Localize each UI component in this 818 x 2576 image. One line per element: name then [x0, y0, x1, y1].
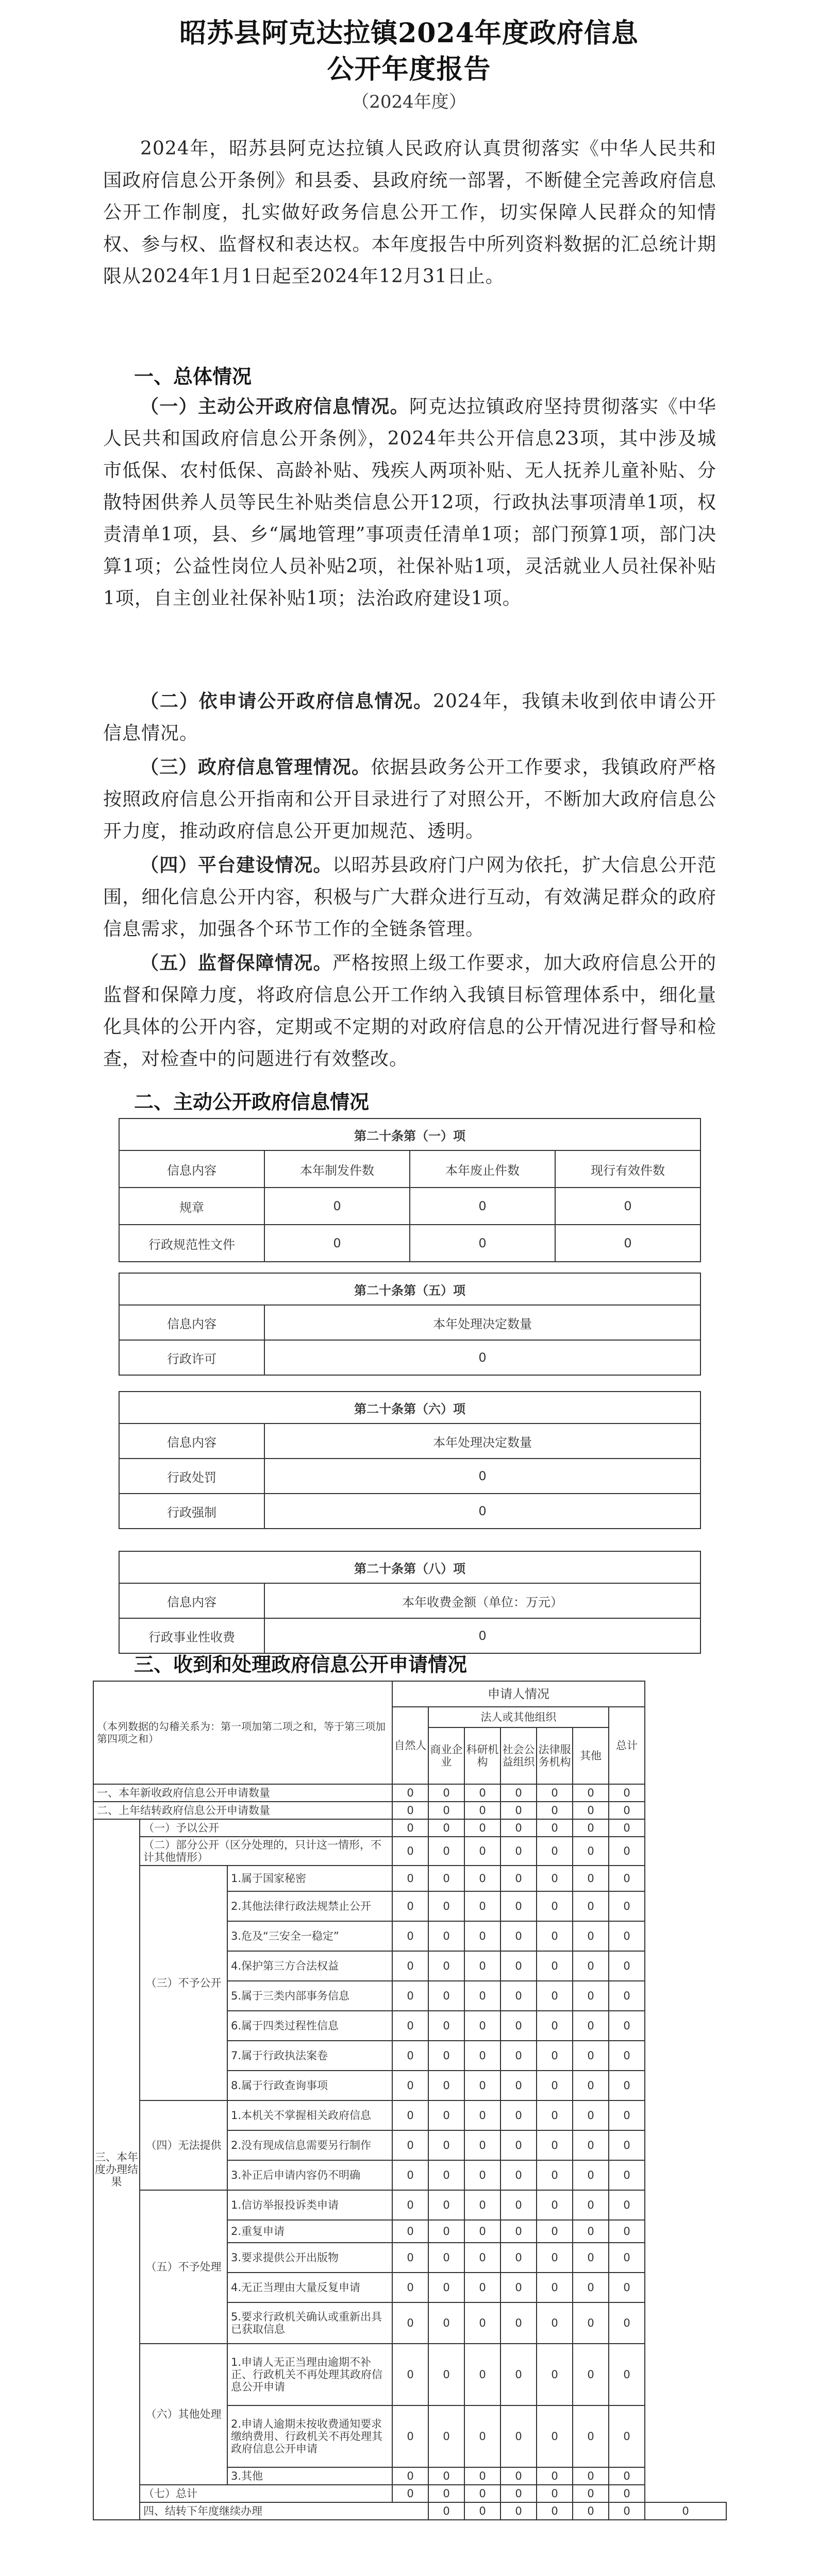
count-cell: 0 [392, 1981, 428, 2011]
group-label: （三）不予公开 [140, 1866, 227, 2100]
row-label: 4.保护第三方合法权益 [227, 1951, 392, 1981]
count-cell: 0 [428, 1837, 464, 1866]
table-row [93, 1866, 726, 1891]
col-header: 信息内容 [119, 1583, 264, 1618]
count-cell: 0 [464, 1951, 500, 1981]
col-header: 其他 [573, 1727, 609, 1784]
group-label: （四）无法提供 [140, 2100, 227, 2190]
count-cell: 0 [609, 1921, 645, 1951]
count-cell: 0 [573, 1819, 609, 1837]
count-cell: 0 [609, 2011, 645, 2041]
count-cell: 0 [609, 2100, 645, 2130]
col-header: 科研机构 [464, 1727, 500, 1784]
row-label: 7.属于行政执法案卷 [227, 2041, 392, 2071]
count-cell: 0 [392, 2344, 428, 2405]
table-art20-item6 [119, 1391, 701, 1529]
count-cell: 0 [500, 1784, 537, 1802]
count-cell: 0 [392, 1837, 428, 1866]
count-cell: 0 [573, 1921, 609, 1951]
row-label: 2.重复申请 [227, 2220, 392, 2243]
applicant-header: 申请人情况 [392, 1681, 645, 1707]
count-cell: 0 [428, 1891, 464, 1921]
count-cell: 0 [464, 2485, 500, 2502]
count-cell: 0 [645, 2502, 726, 2520]
count-cell: 0 [428, 2302, 464, 2344]
count-cell: 0 [573, 2485, 609, 2502]
count-cell: 0 [500, 2502, 537, 2520]
count-cell: 0 [537, 2344, 573, 2405]
count-cell: 0 [464, 2041, 500, 2071]
count-cell: 0 [392, 2011, 428, 2041]
cell: 0 [410, 1225, 555, 1262]
sec1-p5-lead: （五）监督保障情况。 [140, 952, 332, 974]
col-header: 本年处理决定数量 [264, 1423, 700, 1459]
count-cell: 0 [573, 2011, 609, 2041]
count-cell: 0 [464, 2273, 500, 2302]
table-row [93, 2190, 726, 2220]
row-label: 1.属于国家秘密 [227, 1866, 392, 1891]
section2-heading: 二、主动公开政府信息情况 [134, 1090, 370, 1113]
count-cell: 0 [392, 2041, 428, 2071]
row-label: 3.补正后申请内容仍不明确 [227, 2160, 392, 2190]
row-label: 1.本机关不掌握相关政府信息 [227, 2100, 392, 2130]
count-cell: 0 [428, 2190, 464, 2220]
col-header: 本年废止件数 [410, 1150, 555, 1188]
col-header: 本年收费金额（单位：万元） [264, 1583, 700, 1618]
count-cell: 0 [500, 1921, 537, 1951]
row-label: 3.要求提供公开出版物 [227, 2243, 392, 2273]
count-cell: 0 [428, 2220, 464, 2243]
count-cell: 0 [464, 2467, 500, 2485]
count-cell: 0 [573, 1981, 609, 2011]
count-cell: 0 [428, 2100, 464, 2130]
count-cell: 0 [464, 2344, 500, 2405]
cell: 0 [264, 1459, 700, 1494]
count-cell: 0 [392, 1891, 428, 1921]
count-cell: 0 [537, 2220, 573, 2243]
count-cell: 0 [428, 2243, 464, 2273]
count-cell: 0 [428, 2071, 464, 2100]
table-row [93, 1837, 726, 1866]
count-cell: 0 [609, 1891, 645, 1921]
count-cell: 0 [500, 1981, 537, 2011]
col-header: 商业企业 [428, 1727, 464, 1784]
count-cell: 0 [573, 2041, 609, 2071]
count-cell: 0 [573, 2467, 609, 2485]
count-cell: 0 [428, 1802, 464, 1819]
sec1-para-4 [103, 849, 716, 945]
sec1-para-5 [103, 947, 716, 1075]
cell: 行政许可 [119, 1340, 264, 1375]
table-art20-item1 [119, 1118, 701, 1262]
count-cell: 0 [428, 1819, 464, 1837]
count-cell: 0 [428, 1981, 464, 2011]
count-cell: 0 [500, 1951, 537, 1981]
count-cell: 0 [500, 1802, 537, 1819]
intro-paragraph: 2024年，昭苏县阿克达拉镇人民政府认真贯彻落实《中华人民共和国政府信息公开条例》和县委、县政府统一部署，不断健全完善政府信息公开工作制度，扎实做好政务信息公开工作，切实保障人民群众的知情权、参与权、监督权和表达权。本年度报告中所列资料数据的汇总统计期限从2024年1月1日起至2024年12月31日止。 [103, 138, 716, 287]
count-cell: 0 [500, 2405, 537, 2467]
count-cell: 0 [573, 2405, 609, 2467]
col-header: 社会公益组织 [500, 1727, 537, 1784]
report-year-subtitle: （2024年度） [352, 92, 466, 112]
count-cell: 0 [428, 2405, 464, 2467]
sec1-p2-lead: （二）依申请公开政府信息情况。 [140, 690, 433, 712]
count-cell: 0 [464, 2220, 500, 2243]
count-cell: 0 [573, 2220, 609, 2243]
count-cell: 0 [500, 1891, 537, 1921]
row-label: 1.申请人无正当理由逾期不补正、行政机关不再处理其政府信息公开申请 [227, 2344, 392, 2405]
count-cell: 0 [464, 1819, 500, 1837]
sec1-p1-body: 阿克达拉镇政府坚持贯彻落实《中华人民共和国政府信息公开条例》，2024年共公开信息23项，其中涉及城市低保、农村低保、高龄补贴、残疾人两项补贴、无人抚养儿童补贴、分散特困供养人员等民生补贴类信息公开12项，行政执法事项清单1项，权责清单1项，县、乡“属地管理”事项责任清单1项；部门预算1项，部门决算1项；公益性岗位人员补贴2项，社保补贴1项，灵活就业人员社保补贴1项，自主创业社保补贴1项；法治政府建设1项。 [103, 396, 716, 609]
count-cell: 0 [609, 2273, 645, 2302]
count-cell: 0 [500, 2344, 537, 2405]
count-cell: 0 [573, 2502, 609, 2520]
count-cell: 0 [464, 2190, 500, 2220]
report-title-line2: 公开年度报告 [327, 54, 491, 85]
legal-group-header: 法人或其他组织 [428, 1707, 609, 1727]
count-cell: 0 [573, 1784, 609, 1802]
count-cell: 0 [537, 1981, 573, 2011]
count-cell: 0 [428, 2485, 464, 2502]
count-cell: 0 [573, 1891, 609, 1921]
table-title: 第二十条第（六）项 [119, 1392, 700, 1423]
row-label: 3.危及“三安全一稳定” [227, 1921, 392, 1951]
row-label: 2.没有现成信息需要另行制作 [227, 2130, 392, 2160]
count-cell: 0 [464, 2071, 500, 2100]
count-cell: 0 [500, 1837, 537, 1866]
count-cell: 0 [609, 1866, 645, 1891]
count-cell: 0 [609, 2071, 645, 2100]
table-row [93, 2502, 726, 2520]
report-title-line1: 昭苏县阿克达拉镇2024年度政府信息 [179, 18, 639, 49]
count-cell: 0 [573, 2160, 609, 2190]
count-cell: 0 [609, 1837, 645, 1866]
count-cell: 0 [537, 1819, 573, 1837]
row-label: 4.无正当理由大量反复申请 [227, 2273, 392, 2302]
sec1-para-2 [103, 685, 716, 750]
sec1-p3-lead: （三）政府信息管理情况。 [140, 756, 371, 778]
count-cell: 0 [464, 2100, 500, 2130]
table-row [119, 1494, 700, 1529]
row-label: 2.其他法律行政法规禁止公开 [227, 1891, 392, 1921]
count-cell: 0 [428, 2502, 464, 2520]
count-cell: 0 [392, 2243, 428, 2273]
count-cell: 0 [428, 2011, 464, 2041]
count-cell: 0 [464, 2011, 500, 2041]
row-label: 6.属于四类过程性信息 [227, 2011, 392, 2041]
count-cell: 0 [573, 2243, 609, 2273]
count-cell: 0 [392, 1951, 428, 1981]
table-row [119, 1618, 700, 1653]
count-cell: 0 [392, 2220, 428, 2243]
count-cell: 0 [537, 2273, 573, 2302]
count-cell: 0 [464, 2130, 500, 2160]
row-label: 8.属于行政查询事项 [227, 2071, 392, 2100]
count-cell: 0 [537, 1866, 573, 1891]
count-cell: 0 [609, 2190, 645, 2220]
row-label: 5.属于三类内部事务信息 [227, 1981, 392, 2011]
cell: 0 [264, 1618, 700, 1653]
count-cell: 0 [464, 2405, 500, 2467]
sec1-para-1 [103, 391, 716, 615]
table-row [93, 2100, 726, 2130]
count-cell: 0 [609, 2160, 645, 2190]
count-cell: 0 [392, 2405, 428, 2467]
count-cell: 0 [609, 2243, 645, 2273]
count-cell: 0 [464, 1784, 500, 1802]
count-cell: 0 [537, 2190, 573, 2220]
count-cell: 0 [464, 2243, 500, 2273]
section3-heading: 三、收到和处理政府信息公开申请情况 [134, 1653, 468, 1676]
row-label: 1.信访举报投诉类申请 [227, 2190, 392, 2220]
col-header: 本年处理决定数量 [264, 1305, 700, 1340]
count-cell: 0 [537, 2160, 573, 2190]
count-cell: 0 [609, 2405, 645, 2467]
count-cell: 0 [500, 2100, 537, 2130]
table-row [119, 1225, 700, 1262]
count-cell: 0 [500, 2041, 537, 2071]
count-cell: 0 [537, 2302, 573, 2344]
count-cell: 0 [609, 1981, 645, 2011]
cell: 行政处罚 [119, 1459, 264, 1494]
section1-heading: 一、总体情况 [134, 365, 252, 388]
count-cell: 0 [573, 1802, 609, 1819]
count-cell: 0 [537, 1802, 573, 1819]
count-cell: 0 [392, 2160, 428, 2190]
count-cell: 0 [537, 2485, 573, 2502]
count-cell: 0 [500, 2011, 537, 2041]
count-cell: 0 [428, 2041, 464, 2071]
count-cell: 0 [392, 2467, 428, 2485]
count-cell: 0 [537, 2467, 573, 2485]
count-cell: 0 [537, 2130, 573, 2160]
col-header: 信息内容 [119, 1150, 264, 1188]
table-row [93, 2485, 726, 2502]
count-cell: 0 [500, 2071, 537, 2100]
count-cell: 0 [537, 1921, 573, 1951]
count-cell: 0 [428, 1921, 464, 1951]
count-cell: 0 [573, 1951, 609, 1981]
row-label: 一、本年新收政府信息公开申请数量 [93, 1784, 392, 1802]
count-cell: 0 [573, 2100, 609, 2130]
sec1-p3-body: 依据县政务公开工作要求，我镇政府严格按照政府信息公开指南和公开目录进行了对照公开，不断加大政府信息公开力度，推动政府信息公开更加规范、透明。 [103, 757, 716, 842]
count-cell: 0 [500, 2130, 537, 2160]
count-cell: 0 [609, 2220, 645, 2243]
count-cell: 0 [428, 1951, 464, 1981]
sec1-p1-lead: （一）主动公开政府信息情况。 [140, 396, 409, 417]
count-cell: 0 [609, 1951, 645, 1981]
count-cell: 0 [537, 2011, 573, 2041]
count-cell: 0 [500, 1819, 537, 1837]
cell: 行政事业性收费 [119, 1618, 264, 1653]
table-row [93, 1802, 726, 1819]
row3-label: 三、本年度办理结果 [93, 1819, 140, 2520]
count-cell: 0 [609, 2502, 645, 2520]
table-row [93, 1784, 726, 1802]
count-cell: 0 [392, 2100, 428, 2130]
count-cell: 0 [573, 2130, 609, 2160]
cell: 0 [555, 1188, 700, 1225]
row-label: 2.申请人逾期未按收费通知要求缴纳费用、行政机关不再处理其政府信息公开申请 [227, 2405, 392, 2467]
cell: 0 [264, 1225, 410, 1262]
col-header: 信息内容 [119, 1423, 264, 1459]
table-row [93, 2344, 726, 2405]
count-cell: 0 [500, 2467, 537, 2485]
count-cell: 0 [392, 1784, 428, 1802]
count-cell: 0 [464, 1921, 500, 1951]
table-row [119, 1459, 700, 1494]
count-cell: 0 [428, 1866, 464, 1891]
count-cell: 0 [500, 2160, 537, 2190]
count-cell: 0 [609, 2041, 645, 2071]
count-cell: 0 [392, 1819, 428, 1837]
count-cell: 0 [464, 1981, 500, 2011]
count-cell: 0 [609, 2485, 645, 2502]
count-cell: 0 [537, 2405, 573, 2467]
cell: 0 [264, 1188, 410, 1225]
count-cell: 0 [537, 2243, 573, 2273]
count-cell: 0 [609, 2130, 645, 2160]
col-header: 法律服务机构 [537, 1727, 573, 1784]
count-cell: 0 [500, 2273, 537, 2302]
table-title: 第二十条第（八）项 [119, 1551, 700, 1583]
table-row [119, 1340, 700, 1375]
cell: 0 [410, 1188, 555, 1225]
sec1-p4-lead: （四）平台建设情况。 [140, 854, 332, 876]
count-cell: 0 [500, 2485, 537, 2502]
count-cell: 0 [392, 1866, 428, 1891]
count-cell: 0 [537, 2100, 573, 2130]
count-cell: 0 [392, 1802, 428, 1819]
count-cell: 0 [537, 1784, 573, 1802]
sec1-p2-body: 2024年，我镇未收到依申请公开信息情况。 [103, 691, 716, 744]
count-cell: 0 [609, 2302, 645, 2344]
count-cell: 0 [573, 2071, 609, 2100]
count-cell: 0 [428, 1784, 464, 1802]
count-cell: 0 [573, 2190, 609, 2220]
table-row [119, 1188, 700, 1225]
count-cell: 0 [392, 2071, 428, 2100]
cell: 规章 [119, 1188, 264, 1225]
count-cell: 0 [464, 2160, 500, 2190]
applications-table [93, 1681, 727, 2520]
count-cell: 0 [537, 2071, 573, 2100]
count-cell: 0 [428, 2344, 464, 2405]
table-title: 第二十条第（五）项 [119, 1273, 700, 1305]
col-header: 本年制发件数 [264, 1150, 410, 1188]
corner-note: （本列数据的勾稽关系为：第一项加第二项之和，等于第三项加第四项之和） [93, 1681, 392, 1784]
count-cell: 0 [573, 2302, 609, 2344]
row-label: 3.其他 [227, 2467, 392, 2485]
count-cell: 0 [573, 2273, 609, 2302]
count-cell: 0 [537, 1951, 573, 1981]
sec1-p4-body: 以昭苏县政府门户网为依托，扩大信息公开范围，细化信息公开内容，积极与广大群众进行互动，有效满足群众的政府信息需求，加强各个环节工作的全链条管理。 [103, 855, 716, 940]
row-label: （二）部分公开（区分处理的，只计这一情形，不计其他情形） [140, 1837, 392, 1866]
cell: 0 [264, 1494, 700, 1529]
count-cell: 0 [609, 1819, 645, 1837]
count-cell: 0 [537, 2502, 573, 2520]
group-label: （五）不予处理 [140, 2190, 227, 2344]
count-cell: 0 [392, 1921, 428, 1951]
cell: 行政规范性文件 [119, 1225, 264, 1262]
row-label: 二、上年结转政府信息公开申请数量 [93, 1802, 392, 1819]
count-cell: 0 [500, 2243, 537, 2273]
count-cell: 0 [537, 1837, 573, 1866]
sec1-p5-body: 严格按照上级工作要求，加大政府信息公开的监督和保障力度，将政府信息公开工作纳入我镇目标管理体系中，细化量化具体的公开内容，定期或不定期的对政府信息的公开情况进行督导和检查，对检查中的问题进行有效整改。 [103, 953, 716, 1070]
table-art20-item8 [119, 1551, 701, 1654]
count-cell: 0 [609, 2467, 645, 2485]
natural-person-header: 自然人 [392, 1707, 428, 1784]
row-label: 5.要求行政机关确认或重新出具已获取信息 [227, 2302, 392, 2344]
count-cell: 0 [537, 1891, 573, 1921]
count-cell: 0 [609, 2344, 645, 2405]
count-cell: 0 [500, 2302, 537, 2344]
sec1-para-3 [103, 751, 716, 848]
count-cell: 0 [392, 2130, 428, 2160]
table-art20-item5 [119, 1273, 701, 1376]
cell: 0 [264, 1340, 700, 1375]
cell: 0 [555, 1225, 700, 1262]
count-cell: 0 [392, 2190, 428, 2220]
cell: 行政强制 [119, 1494, 264, 1529]
group-label: （六）其他处理 [140, 2344, 227, 2485]
count-cell: 0 [500, 2190, 537, 2220]
count-cell: 0 [464, 2502, 500, 2520]
count-cell: 0 [428, 2160, 464, 2190]
count-cell: 0 [573, 2344, 609, 2405]
count-cell: 0 [537, 2041, 573, 2071]
count-cell: 0 [464, 2302, 500, 2344]
row-label: （七）总计 [140, 2485, 392, 2502]
count-cell: 0 [500, 2220, 537, 2243]
count-cell: 0 [464, 1891, 500, 1921]
count-cell: 0 [609, 1784, 645, 1802]
count-cell: 0 [428, 2130, 464, 2160]
count-cell: 0 [392, 2302, 428, 2344]
count-cell: 0 [573, 1837, 609, 1866]
table-row [93, 1819, 726, 1837]
count-cell: 0 [464, 1837, 500, 1866]
row-label: 四、结转下年度继续办理 [140, 2502, 428, 2520]
total-header: 总计 [609, 1707, 645, 1784]
count-cell: 0 [392, 2273, 428, 2302]
row-label: （一）予以公开 [140, 1819, 392, 1837]
count-cell: 0 [464, 1802, 500, 1819]
count-cell: 0 [609, 1802, 645, 1819]
count-cell: 0 [464, 1866, 500, 1891]
count-cell: 0 [428, 2273, 464, 2302]
count-cell: 0 [428, 2467, 464, 2485]
table-title: 第二十条第（一）项 [119, 1118, 700, 1150]
count-cell: 0 [573, 1866, 609, 1891]
col-header: 现行有效件数 [555, 1150, 700, 1188]
count-cell: 0 [500, 1866, 537, 1891]
col-header: 信息内容 [119, 1305, 264, 1340]
count-cell: 0 [392, 2485, 428, 2502]
